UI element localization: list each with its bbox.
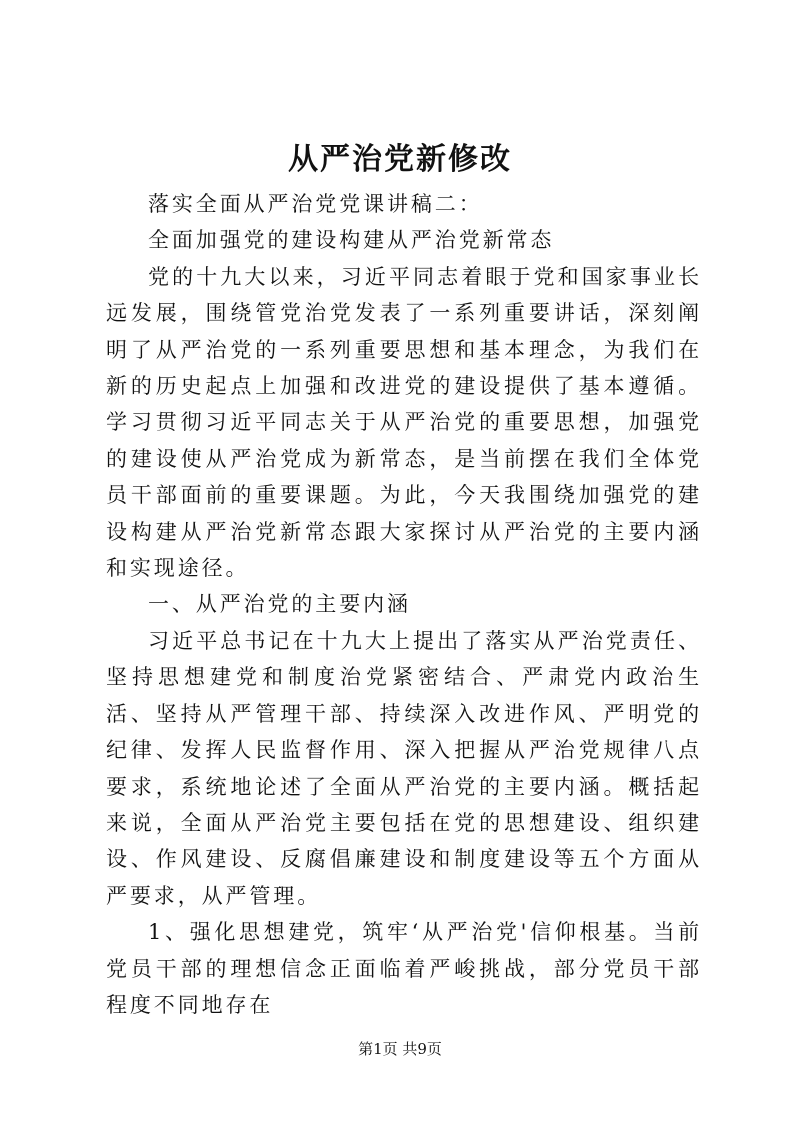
paragraph-content: 习近平总书记在十九大上提出了落实从严治党责任、坚持思想建党和制度治党紧密结合、严肃党内政治生活、坚持从严管理干部、持续深入改进作风、严明党的纪律、发挥人民监督作用、深入把握从严治党规律八点要求，系统地论述了全面从严治党的主要内涵。概括起来说，全面从严治党主要包括在党的思想建设、组织建设、作风建设、反腐倡廉建设和制度建设等五个方面从严要求，从严管理。	[106, 628, 702, 908]
paragraph-point-1: 1、强化思想建党，筑牢‘从严治党'信仰根基。当前党员干部的理想信念正面临着严峻挑战，部分党员干部程度不同地存在	[106, 920, 702, 1017]
paragraph-intro: 党的十九大以来，习近平同志着眼于党和国家事业长远发展，围绕管党治党发表了一系列重要讲话，深刻阐明了从严治党的一系列重要思想和基本理念，为我们在新的历史起点上加强和改进党的建设提供了基本遵循。学习贯彻习近平同志关于从严治党的重要思想，加强党的建设使从严治党成为新常态，是当前摆在我们全体党员干部面前的重要课题。为此，今天我围绕加强党的建设构建从严治党新常态跟大家探讨从严治党的主要内涵和实现途径。	[106, 264, 702, 581]
section-heading-1: 一、从严治党的主要内涵	[148, 592, 411, 617]
page-footer: 第1页 共9页	[358, 1040, 442, 1058]
paragraph-heading: 全面加强党的建设构建从严治党新常态	[148, 228, 555, 253]
document-title: 从严治党新修改	[288, 142, 512, 177]
document-body	[106, 186, 702, 1023]
paragraph-subtitle: 落实全面从严治党党课讲稿二：	[148, 192, 483, 216]
